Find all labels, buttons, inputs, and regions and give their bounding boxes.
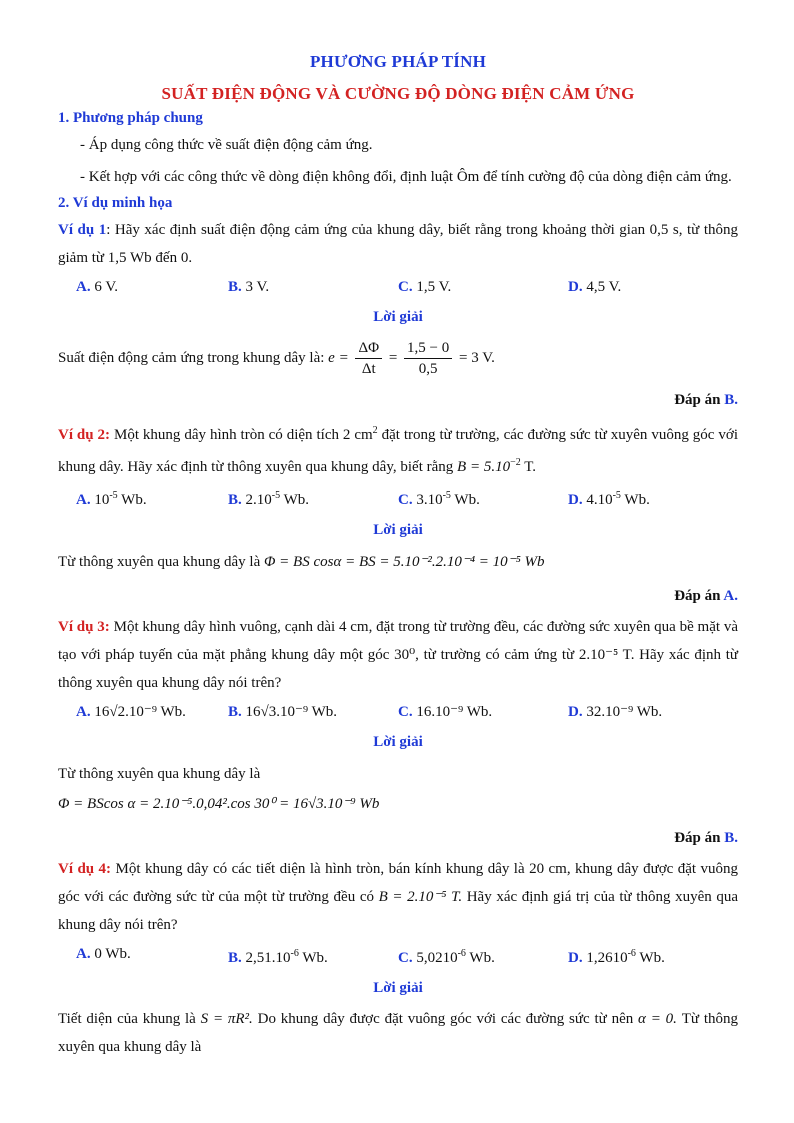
unit: Wb. xyxy=(620,492,650,508)
answer-options xyxy=(58,483,738,513)
answer-key xyxy=(58,387,738,413)
answer-options xyxy=(58,274,738,300)
question-text: : Hãy xác định suất điện động cảm ứng của khung dây, biết rằng trong khoảng thời gian 0,5 s, từ thông giảm từ 1,5 Wb đến 0. xyxy=(58,222,738,266)
question-text: Một khung dây hình tròn có diện tích 2 cm xyxy=(110,427,373,443)
option-letter: B. xyxy=(228,704,242,720)
solution-text: Từ thông xuyên qua khung dây là xyxy=(58,1011,738,1055)
formula xyxy=(58,789,738,819)
answer-prefix: Đáp án xyxy=(674,392,725,408)
question-text: Một khung dây có các tiết diện là hình tròn, bán kính khung dây là 20 cm, khung dây được đặt vuông góc với các đường sức từ của một từ trường đều có xyxy=(58,861,738,905)
solution-text: Tiết diện của khung là xyxy=(58,1011,201,1027)
superscript: -5 xyxy=(612,490,621,501)
solution-label: Lời giải xyxy=(373,522,423,538)
numerator: 1,5 − 0 xyxy=(404,338,452,359)
superscript: 2 xyxy=(372,425,378,436)
superscript: -6 xyxy=(457,948,466,959)
answer-letter: A. xyxy=(723,588,738,604)
unit: Wb. xyxy=(635,950,665,966)
option-text: 16√3.10⁻⁹ Wb. xyxy=(241,704,338,720)
fraction xyxy=(404,338,452,379)
solution-label: Lời giải xyxy=(373,309,423,325)
option-a[interactable] xyxy=(76,699,228,725)
option-text: 2.10 xyxy=(241,492,272,508)
option-a[interactable] xyxy=(76,274,228,300)
answer-options xyxy=(58,699,738,725)
unit: Wb. xyxy=(465,950,495,966)
answer-key xyxy=(58,583,738,609)
option-letter: C. xyxy=(398,492,413,508)
section-heading-1: 1. Phương pháp chung xyxy=(58,110,203,126)
bullet-item: - Kết hợp với các công thức về dòng điện không đổi, định luật Ôm để tính cường độ của dòng điện cảm ứng. xyxy=(80,169,732,185)
denominator: 0,5 xyxy=(418,361,438,377)
option-letter: C. xyxy=(398,279,413,295)
option-letter: D. xyxy=(568,279,583,295)
option-letter: A. xyxy=(76,492,91,508)
option-b[interactable] xyxy=(228,483,398,513)
example-2-question xyxy=(58,417,738,481)
option-d[interactable] xyxy=(568,274,738,300)
option-letter: B. xyxy=(228,492,242,508)
option-letter: C. xyxy=(398,950,413,966)
question-text: Một khung dây hình vuông, cạnh dài 4 cm, đặt trong từ trường đều, các đường sức xuyên qua bề mặt và tạo với pháp tuyến của mặt phẳng khung dây một góc 30⁰, từ trường có cảm ứng từ 2.10⁻⁵ T. Hãy xác định từ thông xuyên qua khung dây nói trên? xyxy=(58,619,738,691)
option-letter: D. xyxy=(568,492,583,508)
answer-letter: B. xyxy=(724,830,738,846)
answer-key xyxy=(58,825,738,851)
example-1-question xyxy=(58,216,738,272)
option-c[interactable] xyxy=(398,274,568,300)
option-text: 5,0210 xyxy=(412,950,458,966)
option-b[interactable] xyxy=(228,941,398,971)
example-1-solution xyxy=(58,338,738,379)
unit: Wb. xyxy=(450,492,480,508)
formula: Φ = BS cosα = BS = 5.10⁻².2.10⁻⁴ = 10⁻⁵ Wb xyxy=(264,554,545,570)
option-c[interactable] xyxy=(398,699,568,725)
fraction xyxy=(355,338,382,379)
option-letter: D. xyxy=(568,950,583,966)
superscript: -5 xyxy=(109,490,118,501)
numerator: ΔΦ xyxy=(355,338,382,359)
inline-math: α = 0. xyxy=(638,1011,677,1027)
example-label: Ví dụ 1 xyxy=(58,222,107,238)
answer-letter: B. xyxy=(724,392,738,408)
option-text: 32.10⁻⁹ Wb. xyxy=(582,704,663,720)
solution-text: Từ thông xuyên qua khung dây là xyxy=(58,766,261,782)
document-title: PHƯƠNG PHÁP TÍNH xyxy=(309,52,487,71)
option-b[interactable] xyxy=(228,699,398,725)
option-c[interactable] xyxy=(398,483,568,513)
equals: = xyxy=(388,349,398,366)
example-4-solution xyxy=(58,1005,738,1061)
example-4-question xyxy=(58,855,738,939)
example-label: Ví dụ 4: xyxy=(58,861,112,877)
option-text: 4.10 xyxy=(582,492,613,508)
option-letter: A. xyxy=(76,279,91,295)
option-letter: A. xyxy=(76,704,91,720)
option-text: 10 xyxy=(90,492,110,508)
option-letter: B. xyxy=(228,950,242,966)
option-text: 3.10 xyxy=(412,492,443,508)
unit: Wb. xyxy=(117,492,147,508)
solution-text: Suất điện động cảm ứng trong khung dây là: xyxy=(58,349,325,366)
unit: T. xyxy=(520,459,536,475)
option-text: 1,5 V. xyxy=(412,279,452,295)
option-d[interactable] xyxy=(568,941,738,971)
superscript: -5 xyxy=(271,490,281,501)
solution-label: Lời giải xyxy=(373,980,423,996)
example-3-question xyxy=(58,613,738,697)
solution-text: Do khung dây được đặt vuông góc với các đường sức từ nên xyxy=(252,1011,639,1027)
option-text: 4,5 V. xyxy=(582,279,622,295)
option-text: 16.10⁻⁹ Wb. xyxy=(412,704,493,720)
inline-math: B = 5.10 xyxy=(457,459,511,475)
option-text: 2,51.10 xyxy=(241,950,291,966)
option-b[interactable] xyxy=(228,274,398,300)
superscript: -6 xyxy=(290,948,299,959)
formula-rhs: = 3 V. xyxy=(459,349,495,366)
superscript: −2 xyxy=(510,457,521,468)
example-label: Ví dụ 3: xyxy=(58,619,110,635)
option-letter: C. xyxy=(398,704,413,720)
option-text: 16√2.10⁻⁹ Wb. xyxy=(90,704,186,720)
option-a[interactable] xyxy=(76,483,228,513)
option-letter: B. xyxy=(228,279,242,295)
document-page xyxy=(58,52,738,1061)
option-text: 6 V. xyxy=(90,279,118,295)
solution-text: Từ thông xuyên qua khung dây là xyxy=(58,554,265,570)
option-letter: D. xyxy=(568,704,583,720)
question-text: đặt trong từ trường, các đường sức từ xuyên vuông góc với khung dây. Hãy xác định từ thông xuyên qua khung dây, biết rằng xyxy=(58,427,738,475)
option-text: 0 Wb. xyxy=(90,946,131,962)
formula-lhs: e = xyxy=(328,349,349,366)
option-c[interactable] xyxy=(398,941,568,971)
superscript: -6 xyxy=(627,948,636,959)
document-subtitle: SUẤT ĐIỆN ĐỘNG VÀ CƯỜNG ĐỘ DÒNG ĐIỆN CẢM ỨNG xyxy=(161,84,635,103)
unit: Wb. xyxy=(280,492,309,508)
inline-math: S = πR². xyxy=(200,1011,253,1027)
section-heading-2: 2. Ví dụ minh họa xyxy=(58,195,173,211)
option-d[interactable] xyxy=(568,483,738,513)
formula-text: Φ = BScos α = 2.10⁻⁵.0,04².cos 30⁰ = 16√3.10⁻⁹ Wb xyxy=(58,796,380,812)
example-label: Ví dụ 2: xyxy=(58,427,111,443)
superscript: -5 xyxy=(442,490,451,501)
answer-prefix: Đáp án xyxy=(674,588,724,604)
question-text: Hãy xác định giá trị của từ thông xuyên qua khung dây nói trên? xyxy=(58,889,738,933)
option-text: 3 V. xyxy=(241,279,270,295)
example-2-solution xyxy=(58,547,738,577)
inline-math: B = 2.10⁻⁵ T. xyxy=(378,889,463,905)
option-a[interactable] xyxy=(76,941,228,971)
bullet-item: - Áp dụng công thức về suất điện động cảm ứng. xyxy=(80,137,373,153)
denominator: Δt xyxy=(361,361,376,377)
answer-options xyxy=(58,941,738,971)
unit: Wb. xyxy=(298,950,328,966)
answer-prefix: Đáp án xyxy=(674,830,725,846)
option-text: 1,2610 xyxy=(582,950,628,966)
solution-label: Lời giải xyxy=(373,734,423,750)
option-letter: A. xyxy=(76,946,91,962)
option-d[interactable] xyxy=(568,699,738,725)
